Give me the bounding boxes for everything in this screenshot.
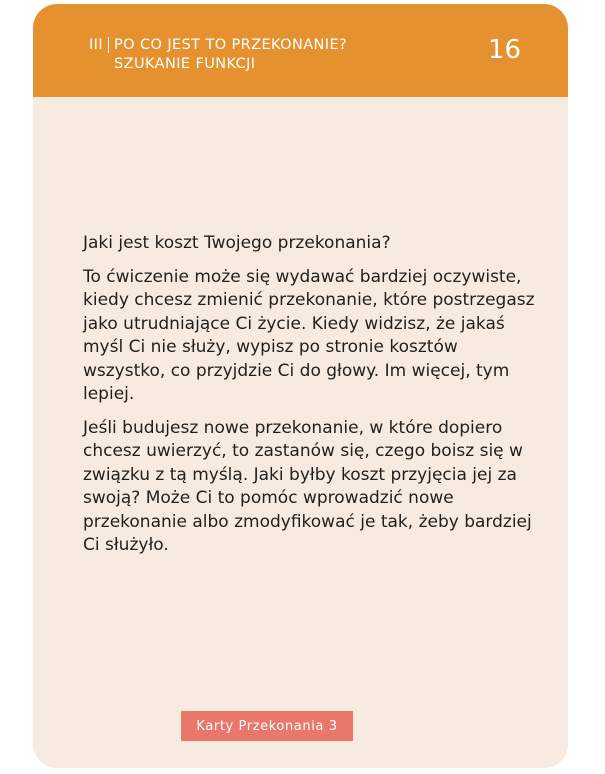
header-title [89, 36, 347, 74]
card-body [83, 232, 538, 568]
section-numeral: III [89, 37, 109, 53]
card-header [33, 4, 568, 97]
header-title-line2: SZUKANIE FUNKCJI [114, 56, 256, 72]
header-title-line1: PO CO JEST TO PRZEKONANIE? [114, 37, 348, 53]
question-text: Jaki jest koszt Twojego przekonania? [83, 233, 391, 253]
paragraph-2: Jeśli budujesz nowe przekonanie, w które dopiero chcesz uwierzyć, to zastanów się, czego boisz się w związku z tą myślą. Jaki byłby koszt przyjęcia jej za swoją? Może Ci to pomóc wprowadzić nowe przekonanie albo zmodyfikować je tak, żeby bardziej Ci służyło. [83, 417, 532, 555]
footer-badge: Karty Przekonania 3 [181, 711, 353, 741]
paragraph-1: To ćwiczenie może się wydawać bardziej oczywiste, kiedy chcesz zmienić przekonanie, które postrzegasz jako utrudniające Ci życie. Kiedy widzisz, że jakaś myśl Ci nie służy, wypisz po stronie kosztów wszystko, co przyjdzie Ci do głowy. Im więcej, tym lepiej. [83, 266, 535, 404]
page-number: 16 [488, 35, 522, 65]
card [33, 4, 568, 768]
